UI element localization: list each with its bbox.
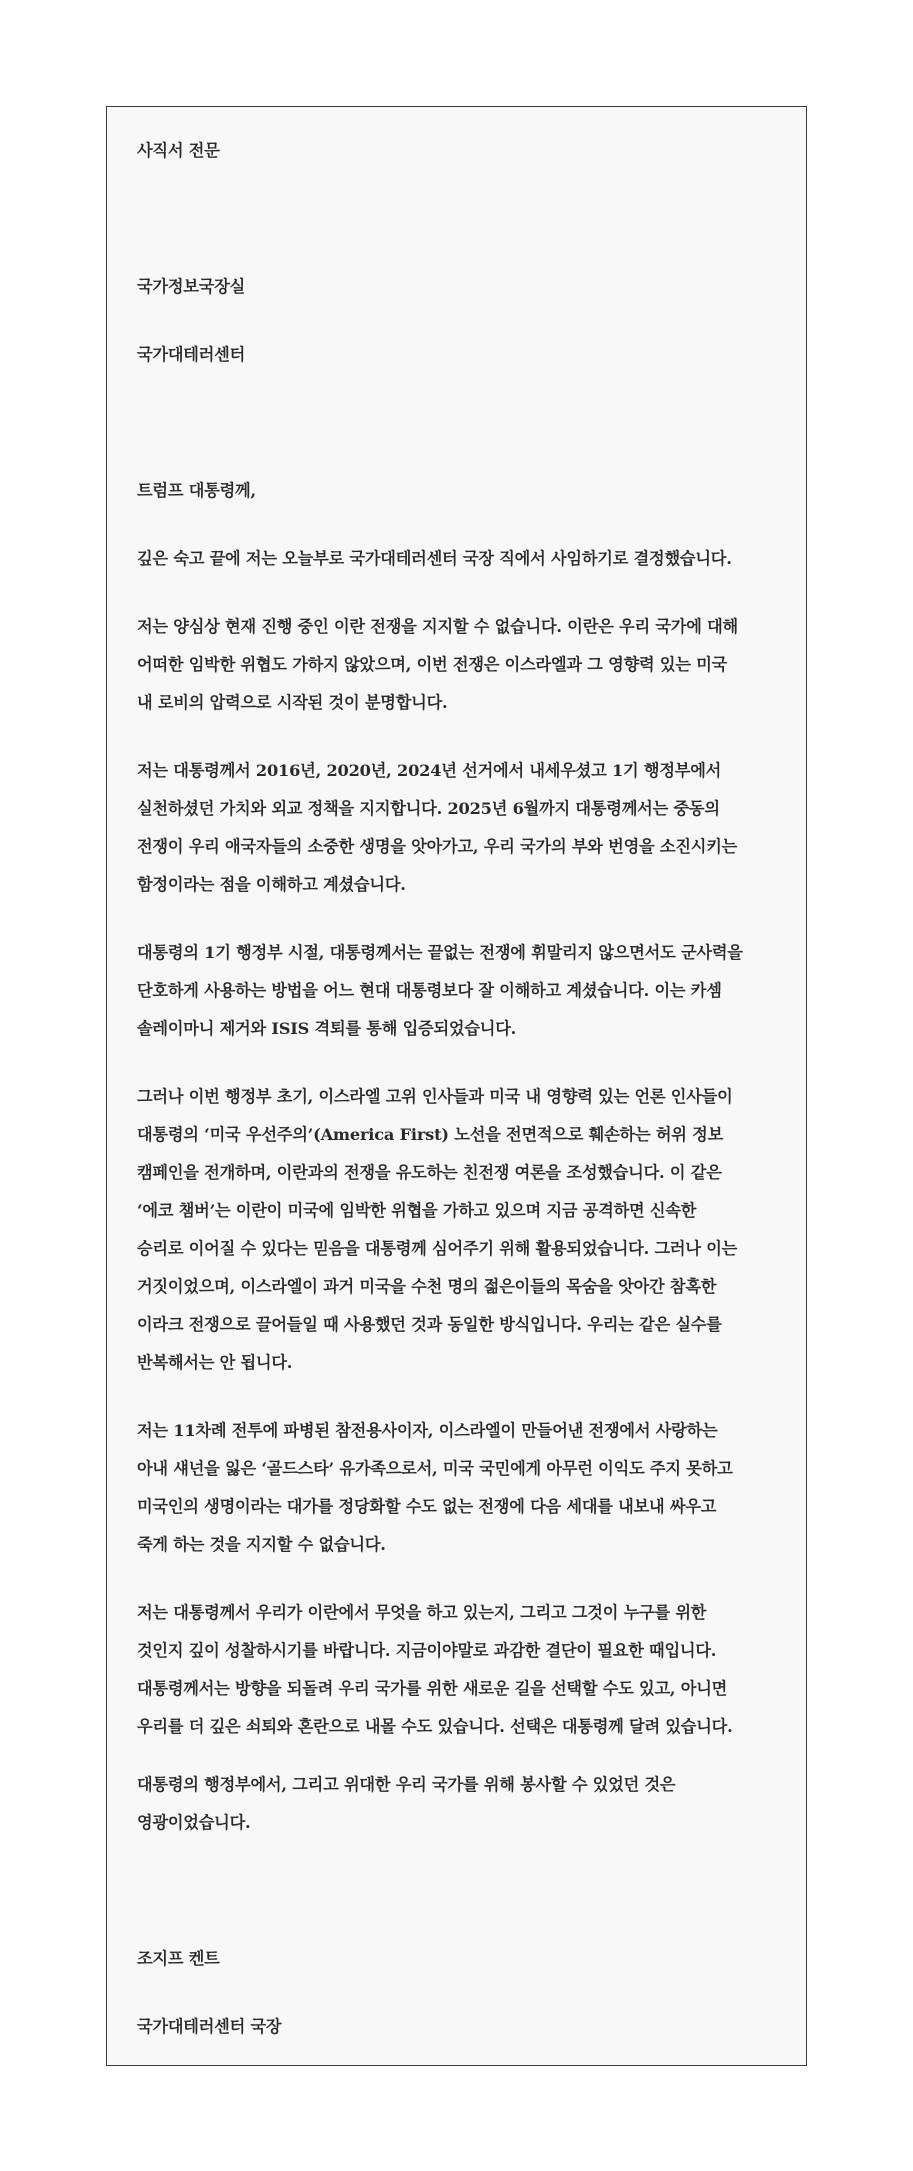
- paragraph-2-line: 어떠한 임박한 위협도 가하지 않았으며, 이번 전쟁은 이스라엘과 그 영향력 있는 미국: [137, 655, 728, 674]
- paragraph-5-line: 거짓이었으며, 이스라엘이 과거 미국을 수천 명의 젊은이들의 목숨을 앗아간 참혹한: [137, 1277, 717, 1296]
- paragraph-6-line: 아내 섀넌을 잃은 ‘골드스타’ 유가족으로서, 미국 국민에게 아무런 이익도 주지 못하고: [137, 1459, 733, 1478]
- paragraph-6-line: 저는 11차례 전투에 파병된 참전용사이자, 이스라엘이 만들어낸 전쟁에서 사랑하는: [137, 1421, 718, 1440]
- paragraph-4-line: 대통령의 1기 행정부 시절, 대통령께서는 끝없는 전쟁에 휘말리지 않으면서도 군사력을: [137, 943, 743, 962]
- signature-name: 조지프 켄트: [137, 1949, 220, 1968]
- paragraph-5-line: 캠페인을 전개하며, 이란과의 전쟁을 유도하는 친전쟁 여론을 조성했습니다. 이 같은: [137, 1163, 722, 1182]
- paragraph-5-line: 대통령의 ‘미국 우선주의’(America First) 노선을 전면적으로 훼손하는 허위 정보: [137, 1125, 724, 1144]
- paragraph-7-line: 우리를 더 깊은 쇠퇴와 혼란으로 내몰 수도 있습니다. 선택은 대통령께 달려 있습니다.: [137, 1717, 733, 1736]
- letter-title: 사직서 전문: [137, 141, 220, 160]
- paragraph-6-line: 죽게 하는 것을 지지할 수 없습니다.: [137, 1535, 386, 1554]
- paragraph-8-line: 대통령의 행정부에서, 그리고 위대한 우리 국가를 위해 봉사할 수 있었던 것은: [137, 1775, 676, 1794]
- paragraph-1-line: 깊은 숙고 끝에 저는 오늘부로 국가대테러센터 국장 직에서 사임하기로 결정했습니다.: [137, 549, 732, 568]
- paragraph-5-line: 그러나 이번 행정부 초기, 이스라엘 고위 인사들과 미국 내 영향력 있는 언론 인사들이: [137, 1087, 733, 1106]
- paragraph-5-line: 반복해서는 안 됩니다.: [137, 1353, 293, 1372]
- paragraph-5-line: 이라크 전쟁으로 끌어들일 때 사용했던 것과 동일한 방식입니다. 우리는 같은 실수를: [137, 1315, 722, 1334]
- paragraph-7-line: 대통령께서는 방향을 되돌려 우리 국가를 위한 새로운 길을 선택할 수도 있고, 아니면: [137, 1679, 728, 1698]
- paragraph-2-line: 저는 양심상 현재 진행 중인 이란 전쟁을 지지할 수 없습니다. 이란은 우리 국가에 대해: [137, 617, 738, 636]
- salutation: 트럼프 대통령께,: [137, 481, 256, 500]
- paragraph-7-line: 것인지 깊이 성찰하시기를 바랍니다. 지금이야말로 과감한 결단이 필요한 때입니다.: [137, 1641, 717, 1660]
- paragraph-3-line: 전쟁이 우리 애국자들의 소중한 생명을 앗아가고, 우리 국가의 부와 번영을 소진시키는: [137, 837, 738, 856]
- paragraph-5-line: 승리로 이어질 수 있다는 믿음을 대통령께 심어주기 위해 활용되었습니다. 그러나 이는: [137, 1239, 738, 1258]
- resignation-letter: [106, 106, 807, 2066]
- paragraph-2-line: 내 로비의 압력으로 시작된 것이 분명합니다.: [137, 693, 448, 712]
- paragraph-3-line: 저는 대통령께서 2016년, 2020년, 2024년 선거에서 내세우셨고 1기 행정부에서: [137, 761, 722, 780]
- paragraph-4-line: 단호하게 사용하는 방법을 어느 현대 대통령보다 잘 이해하고 계셨습니다. 이는 카셈: [137, 981, 722, 1000]
- paragraph-3-line: 함정이라는 점을 이해하고 계셨습니다.: [137, 875, 406, 894]
- paragraph-3-line: 실천하셨던 가치와 외교 정책을 지지합니다. 2025년 6월까지 대통령께서는 중동의: [137, 799, 720, 818]
- recipient-org-1: 국가정보국장실: [137, 277, 246, 296]
- paragraph-4-line: 솔레이마니 제거와 ISIS 격퇴를 통해 입증되었습니다.: [137, 1019, 517, 1038]
- paragraph-6-line: 미국인의 생명이라는 대가를 정당화할 수도 없는 전쟁에 다음 세대를 내보내 싸우고: [137, 1497, 717, 1516]
- paragraph-8-line: 영광이었습니다.: [137, 1813, 251, 1832]
- paragraph-5-line: ‘에코 챔버’는 이란이 미국에 임박한 위협을 가하고 있으며 지금 공격하면 신속한: [137, 1201, 697, 1220]
- paragraph-7-line: 저는 대통령께서 우리가 이란에서 무엇을 하고 있는지, 그리고 그것이 누구를 위한: [137, 1603, 707, 1622]
- signature-title: 국가대테러센터 국장: [137, 2017, 282, 2036]
- recipient-org-2: 국가대테러센터: [137, 345, 246, 364]
